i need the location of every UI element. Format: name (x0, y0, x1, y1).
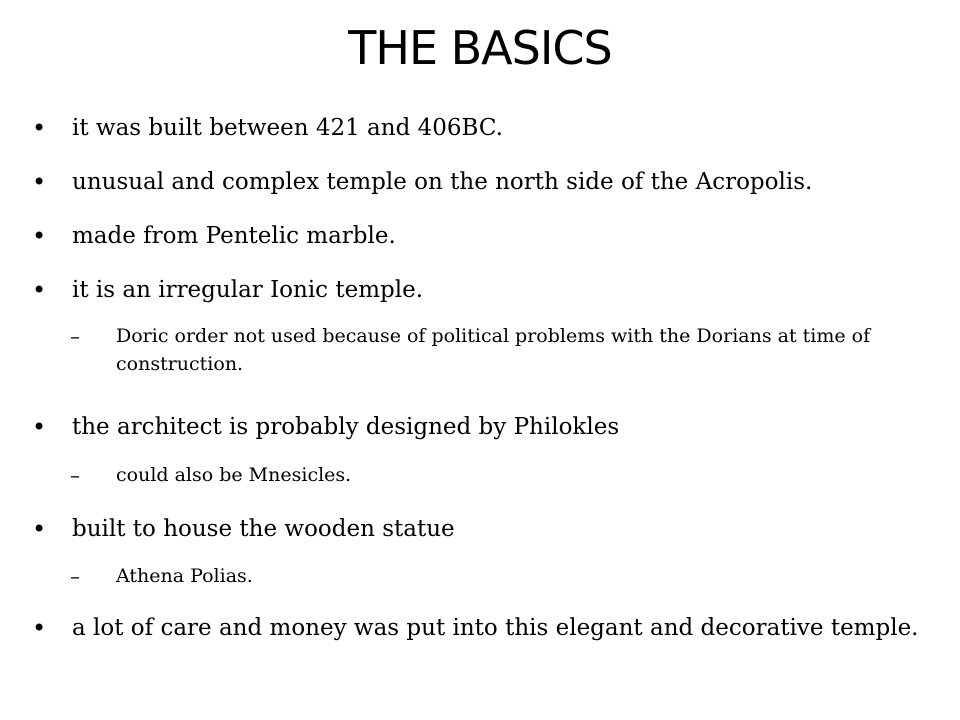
bullet-item-3 (32, 220, 932, 252)
sub-bullet-text: Doric order not used because of political problems with the Dorians at time of construction. (116, 325, 871, 375)
bullet-marker: • (32, 114, 47, 142)
sub-bullet-marker: – (70, 564, 80, 588)
bullet-item-7 (32, 612, 932, 644)
sub-bullet-item-6-1 (70, 562, 940, 590)
bullet-text: a lot of care and money was put into this elegant and decorative temple. (72, 615, 919, 641)
bullet-item-4 (32, 274, 932, 306)
sub-bullet-text: could also be Mnesicles. (116, 464, 352, 486)
bullet-text: made from Pentelic marble. (72, 223, 396, 249)
bullet-text: built to house the wooden statue (72, 516, 455, 542)
slide-title: THE BASICS (348, 21, 612, 75)
sub-bullet-text: Athena Polias. (116, 565, 253, 587)
bullet-marker: • (32, 168, 47, 196)
sub-bullet-marker: – (70, 463, 80, 487)
bullet-marker: • (32, 413, 47, 441)
bullet-text: it was built between 421 and 406BC. (72, 115, 503, 141)
bullet-marker: • (32, 515, 47, 543)
sub-bullet-marker: – (70, 324, 80, 348)
bullet-item-2 (32, 166, 932, 198)
bullet-marker: • (32, 276, 47, 304)
bullet-item-6 (32, 513, 932, 545)
bullet-item-1 (32, 112, 932, 144)
bullet-text: the architect is probably designed by Philokles (72, 414, 620, 440)
bullet-marker: • (32, 614, 47, 642)
bullet-text: unusual and complex temple on the north side of the Acropolis. (72, 169, 813, 195)
bullet-text: it is an irregular Ionic temple. (72, 277, 424, 303)
sub-bullet-item-5-1 (70, 461, 940, 489)
bullet-item-5 (32, 411, 932, 443)
bullet-marker: • (32, 222, 47, 250)
sub-bullet-item-4-1 (70, 322, 940, 378)
